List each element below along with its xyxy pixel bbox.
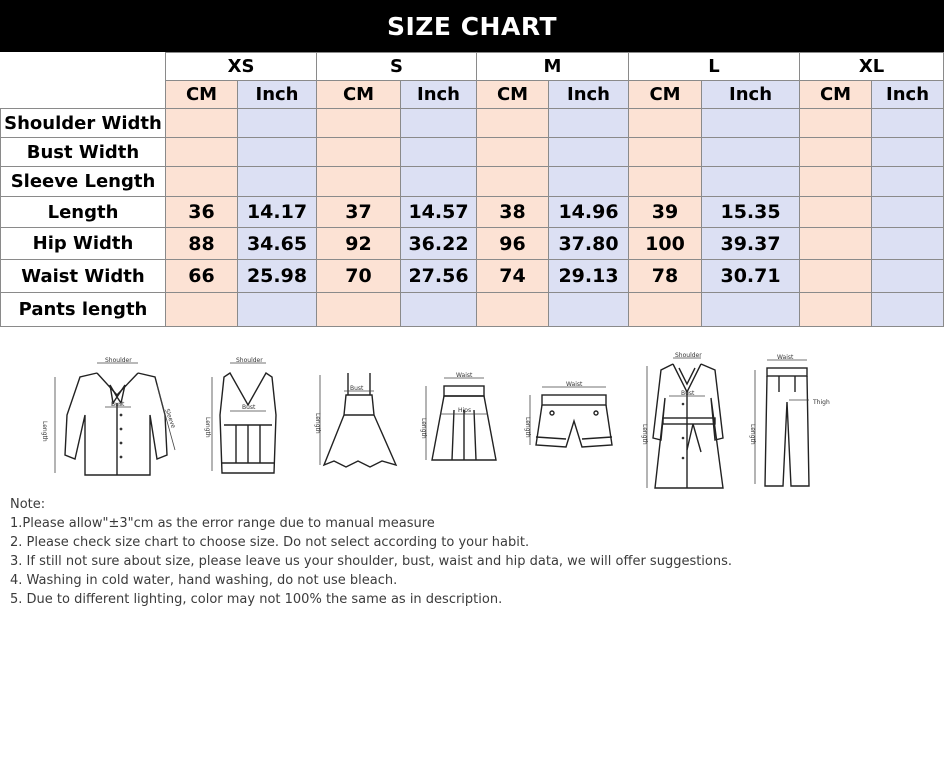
measurement-cell — [477, 167, 549, 197]
measurement-cell — [800, 138, 872, 167]
measurement-cell: 70 — [317, 260, 401, 293]
coat-diagram-icon — [635, 348, 735, 498]
note-item: 3. If still not sure about size, please leave us your shoulder, bust, waist and hip data, we will offer suggestions. — [10, 554, 733, 569]
measurement-cell — [872, 197, 944, 228]
measurement-cell — [549, 138, 629, 167]
measurement-cell: 36 — [166, 197, 238, 228]
row-label: Shoulder Width — [1, 109, 166, 138]
measurement-cell — [401, 138, 477, 167]
measurement-cell: 15.35 — [702, 197, 800, 228]
measurement-cell — [166, 167, 238, 197]
table-row — [1, 138, 944, 167]
length-label: Length — [314, 413, 321, 434]
measurement-cell — [800, 260, 872, 293]
measurement-cell — [629, 109, 702, 138]
shoulder-label: Shoulder — [236, 357, 263, 364]
shirt-diagram-icon — [41, 355, 190, 500]
corner-cell — [1, 53, 166, 109]
note-item: 2. Please check size chart to choose size. Do not select according to your habit. — [10, 535, 530, 550]
measurement-cell — [401, 109, 477, 138]
table-row — [1, 260, 944, 293]
measurement-cell: 30.71 — [702, 260, 800, 293]
waist-label: Waist — [566, 381, 583, 388]
unit-inch: Inch — [549, 81, 629, 109]
measurement-cell — [629, 293, 702, 327]
measurement-rows — [1, 109, 944, 327]
unit-cm: CM — [800, 81, 872, 109]
measurement-cell: 37.80 — [549, 228, 629, 260]
measurement-cell: 38 — [477, 197, 549, 228]
measurement-cell: 14.57 — [401, 197, 477, 228]
size-header-l: L — [629, 53, 800, 81]
measurement-cell — [800, 197, 872, 228]
measurement-cell: 36.22 — [401, 228, 477, 260]
length-label: Length — [420, 418, 427, 439]
measurement-cell — [401, 293, 477, 327]
size-table — [0, 52, 944, 327]
row-label: Length — [1, 197, 166, 228]
measurement-cell — [800, 167, 872, 197]
length-label: Length — [749, 424, 756, 445]
measurement-cell — [872, 167, 944, 197]
size-header-m: M — [477, 53, 629, 81]
measurement-cell — [872, 293, 944, 327]
measurement-cell — [702, 109, 800, 138]
measurement-cell — [702, 167, 800, 197]
measurement-cell: 78 — [629, 260, 702, 293]
table-row — [1, 228, 944, 260]
waist-label: Waist — [777, 354, 794, 361]
size-header-xs: XS — [166, 53, 317, 81]
table-row — [1, 167, 944, 197]
dress-diagram-icon — [312, 365, 407, 475]
row-label: Bust Width — [1, 138, 166, 167]
bust-label: Bust — [111, 401, 125, 408]
measurement-cell — [629, 167, 702, 197]
measurement-cell — [872, 109, 944, 138]
measurement-cell — [401, 167, 477, 197]
measurement-cell: 74 — [477, 260, 549, 293]
measurement-cell — [549, 293, 629, 327]
table-row — [1, 109, 944, 138]
measurement-cell — [872, 228, 944, 260]
row-label: Pants length — [1, 293, 166, 327]
notes-heading: Note: — [10, 497, 46, 512]
garment-diagrams — [0, 340, 944, 498]
pants-diagram-icon — [745, 352, 840, 492]
measurement-cell: 25.98 — [238, 260, 317, 293]
row-label: Waist Width — [1, 260, 166, 293]
measurement-cell — [872, 260, 944, 293]
measurement-cell — [800, 293, 872, 327]
unit-inch: Inch — [702, 81, 800, 109]
length-label: Length — [524, 417, 531, 438]
length-label: Length — [641, 424, 648, 445]
measurement-cell: 37 — [317, 197, 401, 228]
unit-inch: Inch — [401, 81, 477, 109]
thigh-label: Thigh — [813, 399, 830, 406]
table-row — [1, 197, 944, 228]
measurement-cell — [477, 138, 549, 167]
unit-cm: CM — [317, 81, 401, 109]
measurement-cell: 14.17 — [238, 197, 317, 228]
size-header-s: S — [317, 53, 477, 81]
measurement-cell: 39 — [629, 197, 702, 228]
measurement-cell — [549, 109, 629, 138]
size-chart-title: SIZE CHART — [0, 0, 944, 52]
measurement-cell: 66 — [166, 260, 238, 293]
unit-cm: CM — [477, 81, 549, 109]
measurement-cell — [166, 109, 238, 138]
measurement-cell: 29.13 — [549, 260, 629, 293]
note-item: 5. Due to different lighting, color may not 100% the same as in description. — [10, 592, 503, 607]
row-label: Hip Width — [1, 228, 166, 260]
hips-label: Hips — [458, 407, 472, 414]
size-header-row — [1, 53, 944, 81]
unit-cm: CM — [629, 81, 702, 109]
measurement-cell: 14.96 — [549, 197, 629, 228]
measurement-cell: 39.37 — [702, 228, 800, 260]
row-label: Sleeve Length — [1, 167, 166, 197]
measurement-cell — [702, 138, 800, 167]
measurement-cell — [317, 109, 401, 138]
measurement-cell — [238, 293, 317, 327]
measurement-cell — [317, 293, 401, 327]
notes-section — [10, 495, 732, 609]
measurement-cell — [238, 167, 317, 197]
measurement-cell: 100 — [629, 228, 702, 260]
unit-inch: Inch — [872, 81, 944, 109]
measurement-cell: 96 — [477, 228, 549, 260]
measurement-cell: 34.65 — [238, 228, 317, 260]
measurement-cell — [800, 109, 872, 138]
vest-diagram-icon — [200, 355, 295, 480]
waist-label: Waist — [456, 372, 473, 379]
measurement-cell: 27.56 — [401, 260, 477, 293]
measurement-cell — [238, 138, 317, 167]
measurement-cell — [549, 167, 629, 197]
measurement-cell — [477, 293, 549, 327]
unit-cm: CM — [166, 81, 238, 109]
bust-label: Bust — [681, 390, 695, 397]
measurement-cell: 92 — [317, 228, 401, 260]
measurement-cell — [477, 109, 549, 138]
measurement-cell — [872, 138, 944, 167]
measurement-cell — [317, 138, 401, 167]
shoulder-label: Shoulder — [675, 352, 702, 359]
measurement-cell: 88 — [166, 228, 238, 260]
note-item: 1.Please allow"±3"cm as the error range due to manual measure — [10, 516, 435, 531]
length-label: Length — [204, 417, 211, 438]
skirt-diagram-icon — [418, 370, 503, 470]
measurement-cell — [317, 167, 401, 197]
length-label: Length — [41, 421, 48, 442]
bust-label: Bust — [242, 404, 256, 411]
unit-inch: Inch — [238, 81, 317, 109]
sleeve-label: Sleeve — [163, 407, 177, 430]
measurement-cell — [166, 293, 238, 327]
size-header-xl: XL — [800, 53, 944, 81]
shoulder-label: Shoulder — [105, 357, 132, 364]
measurement-cell — [166, 138, 238, 167]
measurement-cell — [702, 293, 800, 327]
table-row — [1, 293, 944, 327]
bust-label: Bust — [350, 385, 364, 392]
note-item: 4. Washing in cold water, hand washing, do not use bleach. — [10, 573, 398, 588]
measurement-cell — [629, 138, 702, 167]
shorts-diagram-icon — [522, 375, 622, 455]
measurement-cell — [800, 228, 872, 260]
measurement-cell — [238, 109, 317, 138]
